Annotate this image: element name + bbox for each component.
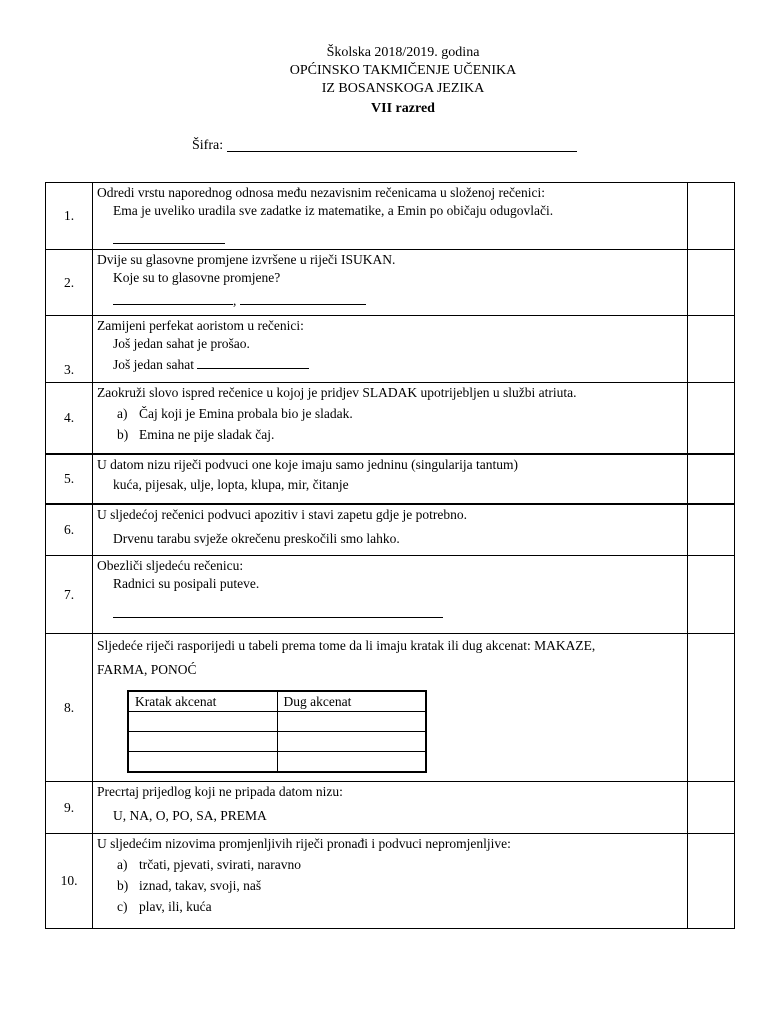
question-body — [93, 782, 688, 834]
score-cell[interactable] — [688, 504, 735, 556]
score-cell[interactable] — [688, 782, 735, 834]
option-a[interactable]: a) trčati, pjevati, svirati, naravno — [117, 857, 301, 872]
question-text: Zamijeni perfekat aoristom u rečenici: — [97, 318, 304, 333]
question-row — [46, 250, 735, 316]
school-year: Školska 2018/2019. godina — [326, 45, 480, 60]
question-body — [93, 383, 688, 454]
question-sentence: Ema je uveliko uradila sve zadatke iz matematike, a Emin po običaju odugovlači. — [113, 203, 554, 218]
accent-table — [127, 690, 427, 773]
option-b[interactable]: b) Emina ne pije sladak čaj. — [117, 427, 275, 442]
questions-table — [45, 182, 735, 929]
sifra-input-line[interactable] — [227, 151, 577, 152]
question-text: U datom nizu riječi podvuci one koje imaju samo jedninu (singularija tantum) — [97, 456, 519, 472]
question-row — [46, 504, 735, 556]
score-cell[interactable] — [688, 383, 735, 454]
question-row — [46, 454, 735, 504]
question-body — [93, 183, 688, 250]
score-cell[interactable] — [688, 183, 735, 250]
question-text: Obezliči sljedeću rečenicu: — [97, 558, 244, 573]
option-a[interactable]: a) Čaj koji je Emina probala bio je sladak. — [117, 406, 353, 421]
question-text: Precrtaj prijedlog koji ne pripada datom nizu: — [97, 784, 343, 799]
question-text-cont: FARMA, PONOĆ — [97, 662, 197, 677]
separator: , — [233, 293, 237, 308]
answer-line[interactable] — [113, 603, 443, 618]
competition-title: OPĆINSKO TAKMIČENJE UČENIKA — [289, 63, 517, 78]
question-number: 2. — [46, 250, 93, 316]
question-sentence[interactable]: Drvenu tarabu svježe okrečenu preskočili smo lahko. — [113, 530, 400, 546]
score-cell[interactable] — [688, 634, 735, 782]
question-text: U sljedećim nizovima promjenljivih riječi pronađi i podvuci nepromjenljive: — [97, 836, 511, 851]
question-row — [46, 383, 735, 454]
table-cell[interactable] — [128, 732, 277, 752]
score-cell[interactable] — [688, 556, 735, 634]
question-number: 8. — [46, 634, 93, 782]
question-body — [93, 504, 688, 556]
question-body — [93, 834, 688, 929]
question-number: 4. — [46, 383, 93, 454]
question-number: 9. — [46, 782, 93, 834]
question-text: Sljedeće riječi rasporijedi u tabeli prema tome da li imaju kratak ili dug akcenat: MAKAZE, — [97, 638, 596, 653]
question-row — [46, 316, 735, 383]
question-body — [93, 454, 688, 504]
answer-line[interactable] — [197, 355, 309, 369]
options-list — [93, 403, 687, 445]
answer-line[interactable] — [240, 291, 366, 305]
sifra-label: Šifra: — [192, 138, 224, 153]
question-text: Odredi vrstu naporednog odnosa među nezavisnim rečenicama u složenoj rečenici: — [97, 185, 545, 200]
score-cell[interactable] — [688, 834, 735, 929]
question-text: Dvije su glasovne promjene izvršene u riječi ISUKAN. — [97, 252, 396, 267]
question-body — [93, 316, 688, 383]
document-header — [0, 44, 768, 118]
question-row — [46, 834, 735, 929]
question-sentence: Radnici su posipali puteve. — [113, 576, 260, 591]
question-number: 1. — [46, 183, 93, 250]
table-cell[interactable] — [277, 712, 426, 732]
question-body — [93, 634, 688, 782]
grade-title: VII razred — [371, 101, 435, 116]
table-cell[interactable] — [277, 732, 426, 752]
score-cell[interactable] — [688, 250, 735, 316]
question-row — [46, 782, 735, 834]
question-row — [46, 556, 735, 634]
answer-line[interactable] — [113, 230, 225, 244]
table-cell[interactable] — [128, 712, 277, 732]
question-number: 7. — [46, 556, 93, 634]
score-cell[interactable] — [688, 316, 735, 383]
answer-line[interactable] — [113, 291, 233, 305]
option-b[interactable]: b) iznad, takav, svoji, naš — [117, 878, 262, 893]
question-text: Zaokruži slovo ispred rečenice u kojoj je pridjev SLADAK upotrijebljen u službi atriuta. — [97, 385, 577, 400]
question-subtext: Koje su to glasovne promjene? — [113, 270, 281, 285]
question-text: U sljedećoj rečenici podvuci apozitiv i stavi zapetu gdje je potrebno. — [97, 506, 467, 522]
question-number: 3. — [46, 316, 93, 383]
question-row — [46, 183, 735, 250]
question-body — [93, 556, 688, 634]
table-cell[interactable] — [277, 752, 426, 773]
column-header-short: Kratak akcenat — [128, 691, 277, 712]
question-number: 10. — [46, 834, 93, 929]
table-cell[interactable] — [128, 752, 277, 773]
subject-title: IZ BOSANSKOGA JEZIKA — [321, 81, 485, 96]
option-c[interactable]: c) plav, ili, kuća — [117, 899, 212, 914]
question-row — [46, 634, 735, 782]
column-header-long: Dug akcenat — [277, 691, 426, 712]
word-list[interactable]: kuća, pijesak, ulje, lopta, klupa, mir, čitanje — [113, 476, 349, 492]
question-number: 5. — [46, 454, 93, 504]
question-number: 6. — [46, 504, 93, 556]
question-sentence: Još jedan sahat je prošao. — [113, 336, 250, 351]
word-list[interactable]: U, NA, O, PO, SA, PREMA — [113, 808, 267, 823]
question-body — [93, 250, 688, 316]
options-list — [93, 854, 687, 917]
answer-prefix: Još jedan sahat — [113, 357, 194, 372]
score-cell[interactable] — [688, 454, 735, 504]
